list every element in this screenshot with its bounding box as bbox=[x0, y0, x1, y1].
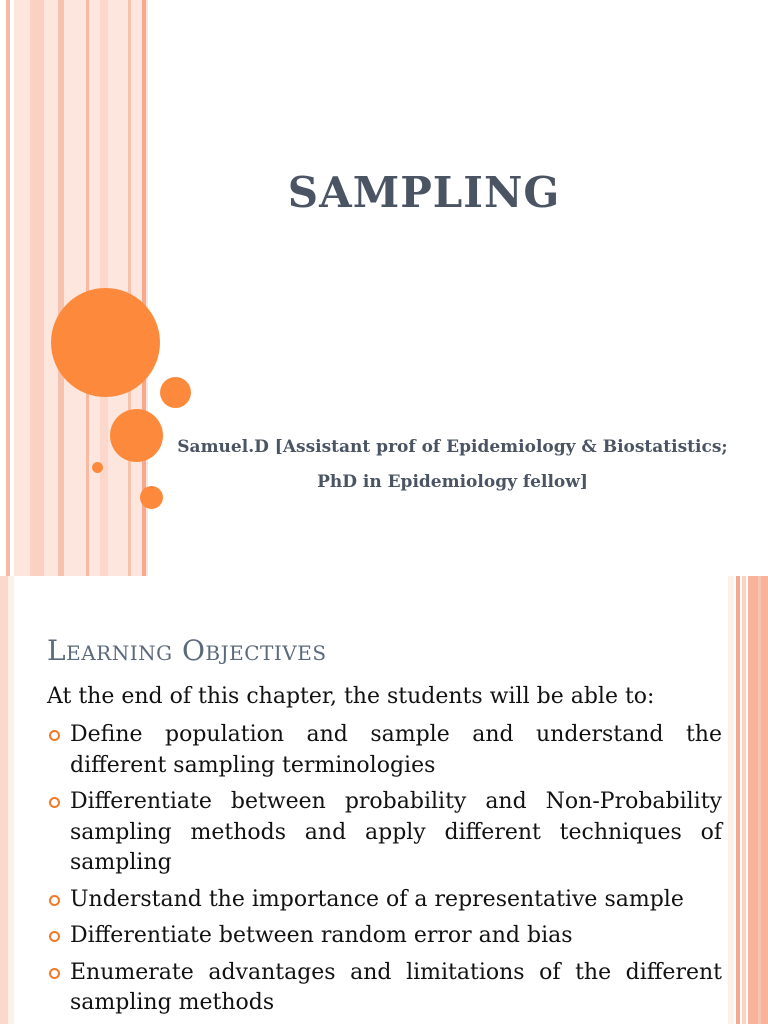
slide-title: SAMPLING bbox=[287, 168, 561, 217]
objective-text: Enumerate advantages and limitations of the different sampling methods bbox=[70, 959, 722, 1015]
circle-bullet-icon bbox=[49, 931, 60, 942]
list-item bbox=[47, 787, 722, 879]
list-item bbox=[47, 921, 722, 952]
decorative-stripe bbox=[736, 576, 740, 1024]
decorative-stripe bbox=[128, 0, 131, 576]
decorative-circle-large bbox=[51, 288, 160, 397]
intro-text: At the end of this chapter, the students will be able to: bbox=[47, 684, 655, 709]
circle-bullet-icon bbox=[49, 968, 60, 979]
decorative-circle-small bbox=[160, 377, 191, 408]
list-item bbox=[47, 885, 722, 916]
circle-bullet-icon bbox=[49, 895, 60, 906]
decorative-stripe bbox=[86, 0, 89, 576]
objective-text: Differentiate between probability and Non-Probability sampling methods and apply different techniques of sampling bbox=[70, 789, 722, 875]
subtitle-line: Samuel.D [Assistant prof of Epidemiology & Biostatistics; bbox=[177, 437, 728, 457]
slide-subtitle bbox=[155, 430, 750, 500]
objectives-slide bbox=[0, 576, 768, 1024]
subtitle-line: PhD in Epidemiology fellow] bbox=[317, 472, 588, 492]
decorative-circle-tiny bbox=[92, 462, 103, 473]
decorative-stripe bbox=[758, 576, 761, 1024]
decorative-stripe bbox=[742, 576, 746, 1024]
decorative-stripe bbox=[6, 0, 10, 576]
objectives-list bbox=[47, 720, 722, 1024]
objective-text: Differentiate between random error and bias bbox=[70, 923, 573, 948]
objective-text: Understand the importance of a representative sample bbox=[70, 886, 684, 912]
circle-bullet-icon bbox=[49, 797, 60, 808]
decorative-stripe bbox=[58, 0, 64, 576]
decorative-stripe bbox=[30, 0, 44, 576]
circle-bullet-icon bbox=[49, 730, 60, 741]
section-heading: Learning Objectives bbox=[47, 634, 327, 667]
list-item bbox=[47, 958, 722, 1019]
objective-text: Define population and sample and understand the different sampling terminologies bbox=[70, 722, 722, 778]
decorative-stripe bbox=[0, 576, 8, 1024]
list-item bbox=[47, 720, 722, 781]
